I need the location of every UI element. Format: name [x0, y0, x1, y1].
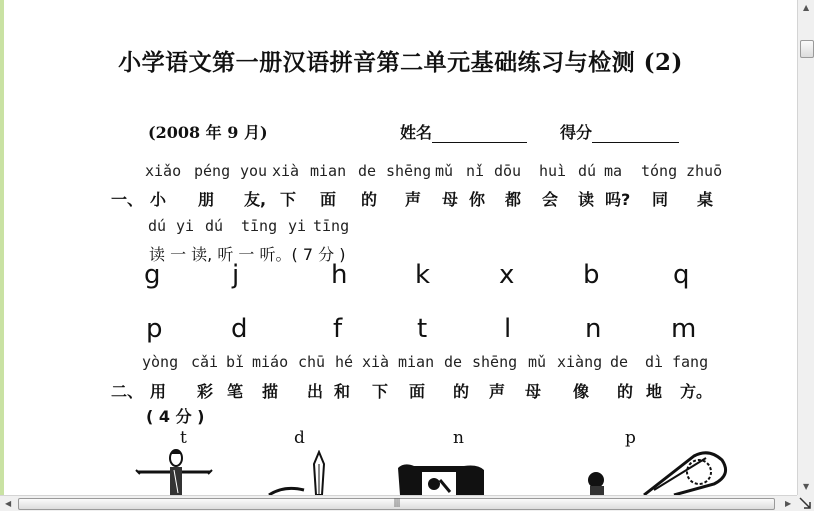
pinyin-syllable: xià — [362, 353, 390, 371]
hanzi-char: 同 — [652, 190, 669, 209]
score-field — [560, 120, 679, 143]
hanzi-char: 的 — [617, 382, 634, 401]
pinyin-syllable: fang — [672, 353, 709, 371]
pinyin-syllable: chū — [298, 353, 326, 371]
pinyin-syllable: you — [240, 162, 268, 180]
pinyin-syllable: dú — [578, 162, 597, 180]
pinyin-syllable: yi — [176, 217, 195, 235]
name-field — [400, 120, 527, 143]
pinyin-syllable: xiǎo — [145, 162, 182, 180]
resize-corner[interactable] — [797, 495, 814, 511]
pinyin-syllable: péng — [194, 162, 231, 180]
pinyin-syllable: yi — [288, 217, 307, 235]
pinyin-syllable: dú — [148, 217, 167, 235]
hanzi-char: 像 — [573, 382, 590, 401]
flag-image — [574, 450, 734, 495]
pinyin-syllable: hé — [335, 353, 354, 371]
pinyin-syllable: dōu — [494, 162, 522, 180]
hanzi-char: 母 — [525, 382, 542, 401]
hanzi-char: 下 — [372, 382, 389, 401]
q2-marker: 二、 — [111, 382, 144, 401]
initial-letter: j — [232, 260, 240, 290]
q2-points: ( 4 分 ) — [146, 407, 205, 426]
pinyin-syllable: cǎi — [191, 353, 219, 371]
picture-letter: p — [625, 428, 636, 448]
arrow-left-icon[interactable]: ◀ — [5, 499, 12, 508]
q1-marker: 一、 — [111, 190, 144, 209]
document-title: 小学语文第一册汉语拼音第二单元基础练习与检测 (2) — [118, 49, 683, 76]
pinyin-syllable: nǐ — [466, 162, 485, 180]
pinyin-syllable: de — [444, 353, 463, 371]
hanzi-char: 桌 — [697, 190, 714, 209]
pinyin-syllable: de — [358, 162, 377, 180]
pinyin-syllable: miáo — [252, 353, 289, 371]
initial-letter: b — [583, 260, 600, 290]
pinyin-syllable: mian — [398, 353, 435, 371]
pinyin-syllable: huì — [539, 162, 567, 180]
hanzi-char: 吗? — [605, 190, 631, 209]
hanzi-char: 彩 — [197, 382, 214, 401]
hanzi-char: 会 — [542, 190, 559, 209]
hanzi-char: 面 — [409, 382, 426, 401]
hanzi-char: 下 — [280, 190, 297, 209]
hanzi-char: 的 — [453, 382, 470, 401]
pinyin-syllable: xià — [272, 162, 300, 180]
initial-letter: f — [333, 314, 343, 344]
initial-letter: x — [499, 260, 515, 290]
initial-letter: l — [504, 314, 512, 344]
hanzi-char: 和 — [334, 382, 351, 401]
name-blank[interactable] — [432, 126, 527, 143]
pinyin-syllable: dì — [645, 353, 664, 371]
grip-icon: ||| — [393, 498, 400, 508]
pinyin-syllable: ma — [604, 162, 623, 180]
resize-icon — [797, 495, 814, 511]
name-label: 姓名 — [400, 123, 433, 142]
hanzi-char: 友, — [244, 190, 267, 209]
hanzi-char: 地 — [646, 382, 663, 401]
door-image — [394, 462, 489, 495]
document-page — [4, 0, 797, 495]
vertical-scroll-thumb[interactable] — [800, 40, 814, 58]
picture-letter: d — [294, 428, 305, 448]
hanzi-char: 笔 — [227, 382, 244, 401]
initial-letter: n — [585, 314, 602, 344]
pencil-image — [264, 450, 334, 495]
score-label: 得分 — [560, 123, 593, 142]
initial-letter: t — [417, 314, 428, 344]
pinyin-syllable: tóng — [641, 162, 678, 180]
hanzi-char: 小 — [150, 190, 167, 209]
q1-instruction: 读 一 读, 听 一 听。( 7 分 ) — [149, 245, 346, 264]
initial-letter: h — [331, 260, 348, 290]
pinyin-syllable: xiàng — [557, 353, 603, 371]
initial-letter: q — [673, 260, 690, 290]
horizontal-scrollbar[interactable] — [0, 495, 797, 511]
vertical-scrollbar[interactable] — [797, 0, 814, 495]
initial-letter: d — [231, 314, 248, 344]
hanzi-char: 用 — [150, 382, 167, 401]
pinyin-syllable: de — [610, 353, 629, 371]
arrow-up-icon[interactable]: ▲ — [803, 3, 810, 12]
pinyin-syllable: dú — [205, 217, 224, 235]
pinyin-syllable: yòng — [142, 353, 179, 371]
hanzi-char: 方。 — [680, 382, 713, 401]
pinyin-syllable: bǐ — [226, 353, 245, 371]
person-outstretched-image — [134, 448, 214, 495]
date: (2008 年 9 月) — [148, 123, 268, 142]
hanzi-char: 都 — [505, 190, 522, 209]
pinyin-syllable: zhuō — [686, 162, 723, 180]
picture-letter: n — [453, 428, 464, 448]
arrow-down-icon[interactable]: ▼ — [803, 482, 810, 491]
hanzi-char: 出 — [307, 382, 324, 401]
horizontal-scroll-thumb[interactable] — [18, 498, 775, 510]
hanzi-char: 声 — [489, 382, 506, 401]
hanzi-char: 的 — [361, 190, 378, 209]
initial-letter: k — [415, 260, 431, 290]
hanzi-char: 朋 — [198, 190, 215, 209]
hanzi-char: 你 — [469, 190, 486, 209]
pinyin-syllable: tīng — [241, 217, 278, 235]
initial-letter: p — [146, 314, 163, 344]
pinyin-syllable: shēng — [386, 162, 432, 180]
pinyin-syllable: mǔ — [528, 353, 547, 371]
pinyin-syllable: mǔ — [435, 162, 454, 180]
pinyin-syllable: shēng — [472, 353, 518, 371]
hanzi-char: 读 — [578, 190, 595, 209]
score-blank[interactable] — [592, 126, 679, 143]
picture-letter: t — [180, 428, 187, 448]
hanzi-char: 描 — [262, 382, 279, 401]
arrow-right-icon[interactable]: ▶ — [785, 499, 792, 508]
hanzi-char: 声 — [405, 190, 422, 209]
initial-letter: m — [671, 314, 697, 344]
pinyin-syllable: tīng — [313, 217, 350, 235]
hanzi-char: 面 — [320, 190, 337, 209]
hanzi-char: 母 — [442, 190, 459, 209]
pinyin-syllable: mian — [310, 162, 347, 180]
initial-letter: g — [144, 260, 161, 290]
